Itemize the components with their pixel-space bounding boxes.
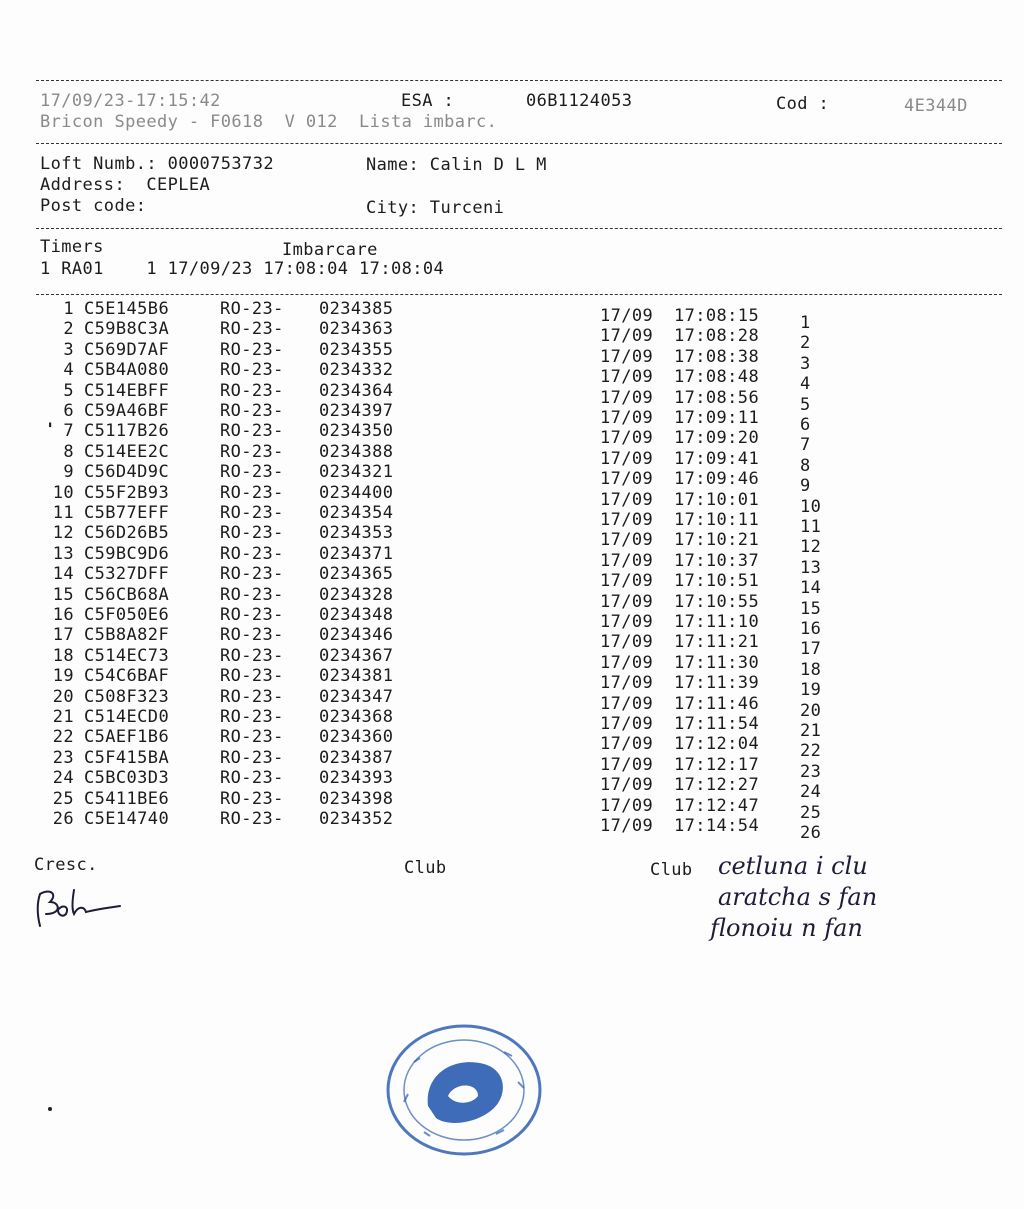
arrival-date: 17/09 — [600, 510, 654, 530]
row-index: 13 — [52, 543, 74, 564]
arrival-position: 21 — [800, 721, 822, 741]
ring-prefix: RO-23- — [220, 360, 284, 381]
handwritten-club-line: cetluna i clu — [718, 852, 868, 880]
ring-prefix: RO-23- — [220, 564, 284, 585]
chip-id: C5B8A82F — [84, 625, 170, 646]
row-index: 11 — [52, 503, 74, 523]
device-line: Bricon Speedy - F0618 V 012 Lista imbarc. — [40, 112, 498, 132]
arrival-date: 17/09 — [600, 550, 654, 571]
arrival-time: 17:10:55 — [674, 591, 760, 612]
arrival-date: 17/09 — [600, 714, 654, 734]
arrival-time: 17:10:21 — [674, 530, 760, 551]
ring-number: 0234354 — [319, 503, 394, 523]
row-index: 19 — [52, 666, 74, 687]
arrival-date: 17/09 — [600, 693, 654, 714]
arrival-time: 17:08:15 — [674, 306, 760, 326]
arrival-position: 23 — [800, 761, 822, 782]
row-index: 18 — [52, 645, 74, 666]
ring-prefix: RO-23- — [220, 299, 284, 319]
ring-number: 0234360 — [319, 727, 394, 748]
ring-number: 0234381 — [319, 666, 394, 687]
arrival-date: 17/09 — [600, 306, 654, 326]
ring-number: 0234347 — [319, 686, 394, 707]
chip-id: C5AEF1B6 — [84, 727, 170, 748]
print-datetime: 17/09/23-17:15:42 — [40, 91, 221, 111]
chip-id: C5411BE6 — [84, 788, 170, 809]
ring-prefix: RO-23- — [220, 645, 284, 666]
arrival-time: 17:11:39 — [674, 673, 760, 694]
row-index: 8 — [63, 441, 74, 462]
arrival-date: 17/09 — [600, 326, 654, 347]
arrival-position: 1 — [800, 313, 811, 333]
arrival-position: 16 — [800, 619, 822, 639]
ring-number: 0234400 — [319, 482, 394, 503]
club-stamp — [384, 1022, 544, 1158]
row-index: 7 — [63, 421, 74, 442]
arrival-time: 17:11:30 — [674, 652, 760, 673]
pigeon-row — [0, 809, 1024, 843]
ring-prefix: RO-23- — [220, 605, 284, 625]
chip-id: C59BC9D6 — [84, 543, 170, 564]
chip-id: C514EBFF — [84, 380, 170, 401]
row-index: 15 — [52, 584, 74, 605]
arrival-position: 5 — [800, 394, 811, 415]
arrival-date: 17/09 — [600, 816, 654, 836]
arrival-date: 17/09 — [600, 652, 654, 673]
ring-prefix: RO-23- — [220, 503, 284, 523]
ring-number: 0234367 — [319, 645, 394, 666]
row-index: 21 — [52, 707, 74, 727]
chip-id: C5E14740 — [84, 809, 170, 829]
arrival-date: 17/09 — [600, 489, 654, 510]
ring-prefix: RO-23- — [220, 768, 284, 789]
arrival-time: 17:08:38 — [674, 346, 760, 367]
ring-number: 0234348 — [319, 605, 394, 625]
arrival-date: 17/09 — [600, 591, 654, 612]
arrival-time: 17:12:17 — [674, 754, 760, 775]
arrival-time: 17:08:56 — [674, 387, 760, 408]
arrival-time: 17:09:46 — [674, 469, 760, 490]
ring-prefix: RO-23- — [220, 441, 284, 462]
timer-line: 1 RA01 1 17/09/23 17:08:04 17:08:04 — [40, 259, 445, 279]
cod-label: Cod : — [776, 94, 830, 114]
arrival-position: 8 — [800, 455, 811, 476]
chip-id: C5B4A080 — [84, 360, 170, 381]
row-index: 3 — [63, 339, 74, 360]
esa-value: 06B1124053 — [526, 91, 633, 111]
arrival-position: 15 — [800, 598, 822, 619]
chip-id: C5F050E6 — [84, 605, 170, 625]
loft-number: Loft Numb.: 0000753732 — [40, 154, 274, 174]
row-index: 4 — [63, 360, 74, 381]
chip-id: C514ECD0 — [84, 707, 170, 727]
ring-prefix: RO-23- — [220, 319, 284, 340]
ring-number: 0234353 — [319, 523, 394, 544]
ring-prefix: RO-23- — [220, 482, 284, 503]
ring-number: 0234350 — [319, 421, 394, 442]
divider — [36, 80, 1002, 81]
ring-number: 0234397 — [319, 401, 394, 421]
arrival-time: 17:09:20 — [674, 428, 760, 449]
ring-prefix: RO-23- — [220, 339, 284, 360]
row-index: 1 — [63, 299, 74, 319]
row-index: 23 — [52, 747, 74, 768]
arrival-date: 17/09 — [600, 530, 654, 551]
chip-id: C56CB68A — [84, 584, 170, 605]
ring-number: 0234393 — [319, 768, 394, 789]
arrival-position: 22 — [800, 741, 822, 762]
handwritten-club-line: flonoiu n fan — [710, 914, 863, 942]
divider — [36, 143, 1002, 144]
ring-prefix: RO-23- — [220, 523, 284, 544]
chip-id: C569D7AF — [84, 339, 170, 360]
row-index: 22 — [52, 727, 74, 748]
divider — [36, 294, 1002, 295]
club-label: Club — [650, 860, 693, 880]
row-index: 10 — [52, 482, 74, 503]
chip-id: C56D4D9C — [84, 462, 170, 483]
arrival-date: 17/09 — [600, 448, 654, 469]
arrival-time: 17:11:54 — [674, 714, 760, 734]
chip-id: C5117B26 — [84, 421, 170, 442]
imbarcare-label: Imbarcare — [282, 240, 378, 260]
chip-id: C514EC73 — [84, 645, 170, 666]
chip-id: C5E145B6 — [84, 299, 170, 319]
row-index: 17 — [52, 625, 74, 646]
arrival-date: 17/09 — [600, 734, 654, 755]
arrival-time: 17:12:04 — [674, 734, 760, 755]
ring-number: 0234363 — [319, 319, 394, 340]
arrival-position: 17 — [800, 639, 822, 660]
cod-value: 4E344D — [904, 96, 968, 116]
ring-prefix: RO-23- — [220, 747, 284, 768]
chip-id: C514EE2C — [84, 441, 170, 462]
ring-prefix: RO-23- — [220, 666, 284, 687]
chip-id: C5327DFF — [84, 564, 170, 585]
ring-number: 0234371 — [319, 543, 394, 564]
ring-number: 0234352 — [319, 809, 394, 829]
ring-prefix: RO-23- — [220, 727, 284, 748]
arrival-time: 17:08:48 — [674, 367, 760, 388]
arrival-time: 17:12:47 — [674, 795, 760, 816]
arrival-position: 26 — [800, 823, 822, 843]
arrival-date: 17/09 — [600, 408, 654, 428]
chip-id: C54C6BAF — [84, 666, 170, 687]
arrival-time: 17:11:21 — [674, 632, 760, 653]
row-index: 25 — [52, 788, 74, 809]
arrival-date: 17/09 — [600, 346, 654, 367]
timers-label: Timers — [40, 237, 104, 257]
ring-prefix: RO-23- — [220, 686, 284, 707]
arrival-date: 17/09 — [600, 367, 654, 388]
arrival-position: 24 — [800, 782, 822, 803]
row-index: 5 — [63, 380, 74, 401]
row-index: 20 — [52, 686, 74, 707]
arrival-position: 9 — [800, 476, 811, 497]
arrival-time: 17:10:37 — [674, 550, 760, 571]
signature-mark — [28, 880, 128, 934]
arrival-position: 19 — [800, 680, 822, 701]
arrival-time: 17:14:54 — [674, 816, 760, 836]
ring-number: 0234346 — [319, 625, 394, 646]
ring-prefix: RO-23- — [220, 809, 284, 829]
ring-prefix: RO-23- — [220, 788, 284, 809]
arrival-position: 12 — [800, 537, 822, 558]
chip-id: C59A46BF — [84, 401, 170, 421]
ring-number: 0234388 — [319, 441, 394, 462]
ring-number: 0234368 — [319, 707, 394, 727]
loft-address: Address: CEPLEA — [40, 175, 211, 195]
arrival-time: 17:12:27 — [674, 775, 760, 796]
row-index: 2 — [63, 319, 74, 340]
ring-number: 0234398 — [319, 788, 394, 809]
chip-id: C56D26B5 — [84, 523, 170, 544]
arrival-time: 17:10:51 — [674, 571, 760, 592]
ring-number: 0234385 — [319, 299, 394, 319]
arrival-position: 4 — [800, 374, 811, 395]
row-index: 24 — [52, 768, 74, 789]
chip-id: C5BC03D3 — [84, 768, 170, 789]
arrival-date: 17/09 — [600, 387, 654, 408]
ring-prefix: RO-23- — [220, 421, 284, 442]
chip-id: C5F415BA — [84, 747, 170, 768]
arrival-position: 10 — [800, 496, 822, 517]
ring-number: 0234355 — [319, 339, 394, 360]
chip-id: C55F2B93 — [84, 482, 170, 503]
arrival-date: 17/09 — [600, 612, 654, 632]
arrival-date: 17/09 — [600, 775, 654, 796]
arrival-position: 20 — [800, 700, 822, 721]
loft-name: Name: Calin D L M — [366, 155, 547, 175]
arrival-position: 6 — [800, 415, 811, 435]
esa-label: ESA : — [401, 91, 455, 111]
ring-number: 0234321 — [319, 462, 394, 483]
arrival-date: 17/09 — [600, 754, 654, 775]
loft-postcode: Post code: — [40, 196, 147, 216]
row-index: 6 — [63, 401, 74, 421]
arrival-date: 17/09 — [600, 571, 654, 592]
ring-number: 0234364 — [319, 380, 394, 401]
ring-prefix: RO-23- — [220, 543, 284, 564]
row-index: 16 — [52, 605, 74, 625]
handwritten-club-line: aratcha s fan — [718, 883, 878, 911]
arrival-time: 17:11:46 — [674, 693, 760, 714]
ring-number: 0234387 — [319, 747, 394, 768]
club-label: Club — [404, 858, 447, 878]
loft-city: City: Turceni — [366, 198, 505, 218]
pen-tick: ' — [45, 420, 56, 440]
chip-id: C59B8C3A — [84, 319, 170, 340]
arrival-date: 17/09 — [600, 795, 654, 816]
ring-prefix: RO-23- — [220, 401, 284, 421]
chip-id: C5B77EFF — [84, 503, 170, 523]
arrival-position: 2 — [800, 333, 811, 354]
arrival-date: 17/09 — [600, 428, 654, 449]
arrival-time: 17:10:11 — [674, 510, 760, 530]
ring-prefix: RO-23- — [220, 707, 284, 727]
ring-number: 0234328 — [319, 584, 394, 605]
arrival-time: 17:10:01 — [674, 489, 760, 510]
arrival-date: 17/09 — [600, 632, 654, 653]
arrival-position: 7 — [800, 435, 811, 456]
row-index: 26 — [52, 809, 74, 829]
ring-prefix: RO-23- — [220, 380, 284, 401]
ring-number: 0234365 — [319, 564, 394, 585]
row-index: 9 — [63, 462, 74, 483]
arrival-position: 3 — [800, 353, 811, 374]
arrival-time: 17:11:10 — [674, 612, 760, 632]
divider — [36, 228, 1002, 229]
arrival-position: 18 — [800, 659, 822, 680]
arrival-date: 17/09 — [600, 673, 654, 694]
row-index: 12 — [52, 523, 74, 544]
ring-prefix: RO-23- — [220, 584, 284, 605]
arrival-position: 25 — [800, 802, 822, 823]
ring-prefix: RO-23- — [220, 625, 284, 646]
ink-dot — [48, 1107, 52, 1111]
cresc-label: Cresc. — [34, 855, 98, 875]
ring-number: 0234332 — [319, 360, 394, 381]
arrival-position: 13 — [800, 557, 822, 578]
arrival-position: 14 — [800, 578, 822, 599]
arrival-time: 17:08:28 — [674, 326, 760, 347]
arrival-time: 17:09:11 — [674, 408, 760, 428]
arrival-date: 17/09 — [600, 469, 654, 490]
arrival-position: 11 — [800, 517, 822, 537]
ring-prefix: RO-23- — [220, 462, 284, 483]
row-index: 14 — [52, 564, 74, 585]
chip-id: C508F323 — [84, 686, 170, 707]
arrival-time: 17:09:41 — [674, 448, 760, 469]
